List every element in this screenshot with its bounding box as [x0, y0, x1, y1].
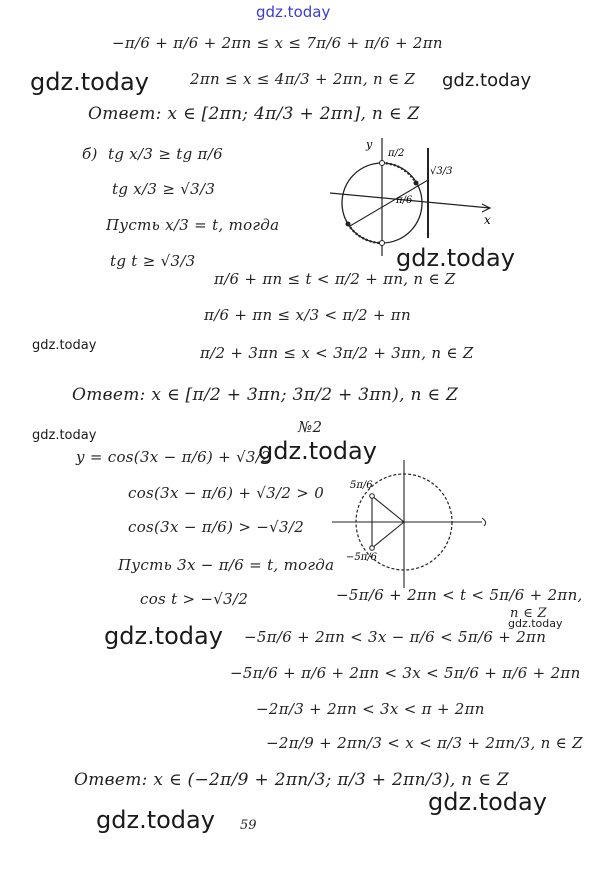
tan-value-label: √3/3: [430, 166, 453, 177]
part-a-line-2: 2πn ≤ x ≤ 4π/3 + 2πn, n ∈ Z: [190, 70, 416, 88]
point-pi-6: [414, 181, 419, 186]
task-2-line-6: −5π/6 + 2πn < t < 5π/6 + 2πn,: [336, 586, 583, 604]
task-2-line-5: cos t > −√3/2: [140, 590, 249, 608]
point-pi-2-open: [380, 161, 385, 166]
task-2-line-4: Пусть 3x − π/6 = t, тогда: [118, 556, 335, 574]
watermark: gdz.today: [30, 68, 149, 96]
arc-shaded-upper: [382, 163, 416, 183]
cosine-unit-circle-figure: [332, 460, 502, 590]
tangent-unit-circle-figure: [330, 128, 500, 258]
part-b-answer: Ответ: x ∈ [π/2 + 3πn; 3π/2 + 3πn), n ∈ Z: [72, 385, 459, 405]
arc-shaded-lower: [348, 224, 382, 243]
point-5pi-6: [370, 494, 375, 499]
part-b-line-2: tg x/3 ≥ √3/3: [112, 180, 216, 198]
part-b-label: б): [82, 145, 98, 163]
task-2-line-6-n: n ∈ Z: [510, 606, 547, 621]
angle-label: π/6: [396, 195, 413, 206]
task-2-number: №2: [298, 418, 323, 436]
watermark: gdz.today: [104, 622, 223, 650]
point-7pi-6: [346, 222, 351, 227]
watermark: gdz.today: [32, 428, 97, 443]
page-number: 59: [240, 818, 257, 833]
upper-angle-label: 5π/6: [350, 480, 373, 491]
angle-ray: [350, 180, 428, 226]
task-2-line-1: y = cos(3x − π/6) + √3/2: [76, 448, 271, 466]
part-b-line-4: tg t ≥ √3/3: [110, 252, 196, 270]
task-2-answer: Ответ: x ∈ (−2π/9 + 2πn/3; π/3 + 2πn/3), n ∈ Z: [74, 770, 509, 790]
task-2-line-2: cos(3x − π/6) + √3/2 > 0: [128, 484, 325, 502]
part-b-line-7: π/2 + 3πn ≤ x < 3π/2 + 3πn, n ∈ Z: [200, 344, 474, 362]
task-2-line-10: −2π/9 + 2πn/3 < x < π/3 + 2πn/3, n ∈ Z: [266, 734, 583, 752]
task-2-line-9: −2π/3 + 2πn < 3x < π + 2πn: [256, 700, 485, 718]
watermark: gdz.today: [96, 806, 215, 834]
lower-angle-label: −5π/6: [346, 552, 378, 563]
axis-x-label: x: [484, 213, 491, 227]
part-b-line-6: π/6 + πn ≤ x/3 < π/2 + πn: [204, 306, 411, 324]
task-2-line-8: −5π/6 + π/6 + 2πn < 3x < 5π/6 + π/6 + 2πn: [230, 664, 581, 682]
task-2-line-7: −5π/6 + 2πn < 3x − π/6 < 5π/6 + 2πn: [244, 628, 547, 646]
direction-mark: [482, 518, 486, 526]
watermark: gdz.today: [428, 788, 547, 816]
part-b-line-1: tg x/3 ≥ tg π/6: [108, 145, 223, 163]
task-2-line-3: cos(3x − π/6) > −√3/2: [128, 518, 305, 536]
part-a-answer: Ответ: x ∈ [2πn; 4π/3 + 2πn], n ∈ Z: [88, 104, 420, 124]
part-b-line-5: π/6 + πn ≤ t < π/2 + πn, n ∈ Z: [214, 270, 456, 288]
watermark: gdz.today: [396, 244, 515, 272]
ray-lower: [372, 522, 404, 548]
point-3pi-2-open: [380, 241, 385, 246]
watermark: gdz.today: [442, 70, 532, 91]
watermark: gdz.today: [32, 338, 97, 353]
part-a-line-1: −π/6 + π/6 + 2πn ≤ x ≤ 7π/6 + π/6 + 2πn: [112, 34, 443, 52]
point-neg-5pi-6: [370, 546, 375, 551]
watermark: gdz.today: [508, 617, 563, 630]
axis-y-label: y: [366, 138, 373, 151]
watermark-top: gdz.today: [256, 3, 331, 21]
watermark: gdz.today: [258, 437, 377, 465]
part-b-line-3: Пусть x/3 = t, тогда: [106, 216, 280, 234]
top-label: π/2: [388, 148, 405, 159]
ray-upper: [372, 496, 404, 522]
